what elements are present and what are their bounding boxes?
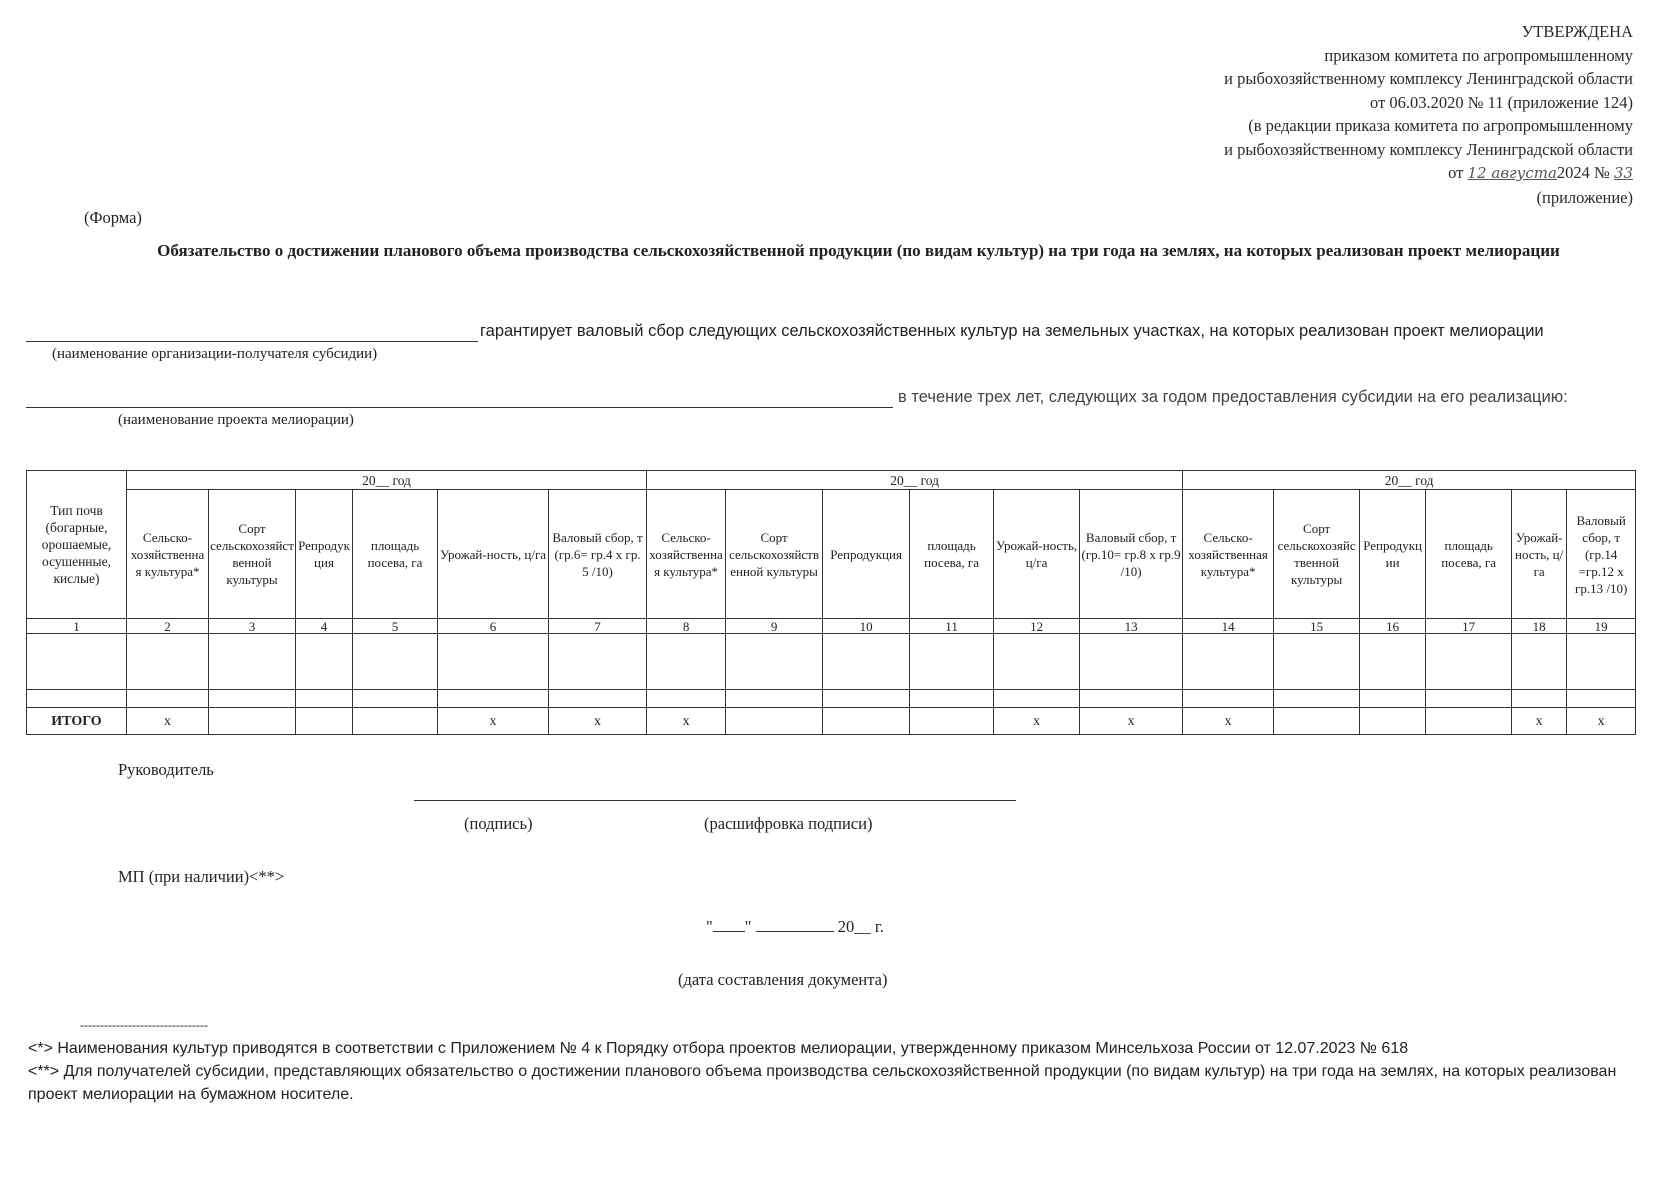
form-label: (Форма)	[84, 208, 142, 227]
organization-name-field[interactable]	[26, 341, 478, 342]
table-row	[27, 634, 1636, 690]
table-cell[interactable]	[1080, 690, 1183, 708]
table-cell[interactable]	[27, 690, 127, 708]
table-cell[interactable]	[353, 634, 438, 690]
variety-header: Сорт сельскохозяйственной культуры	[209, 490, 296, 619]
table-cell[interactable]	[27, 634, 127, 690]
table-cell[interactable]	[1360, 708, 1426, 735]
approval-title: УТВЕРЖДЕНА	[1521, 22, 1633, 41]
total-row	[27, 708, 1636, 735]
crop-header: Сельско-хозяйственная культура*	[647, 490, 726, 619]
project-name-caption: (наименование проекта мелиорации)	[118, 412, 354, 428]
column-number: 13	[1080, 619, 1183, 634]
signature-field[interactable]	[414, 800, 1016, 801]
variety-header: Сорт сельскохозяйственной культуры	[726, 490, 823, 619]
table-cell[interactable]	[726, 690, 823, 708]
table-cell[interactable]	[353, 708, 438, 735]
table-cell[interactable]	[910, 708, 994, 735]
gross-harvest-header: Валовый сбор, т (гр.6= гр.4 х гр. 5 /10)	[549, 490, 647, 619]
table-row	[27, 690, 1636, 708]
project-name-field[interactable]	[26, 407, 893, 408]
table-cell[interactable]	[296, 690, 353, 708]
column-number: 6	[438, 619, 549, 634]
table-cell[interactable]	[127, 690, 209, 708]
table-cell[interactable]	[1426, 690, 1512, 708]
approval-line: и рыбохозяйственному комплексу Ленинградской области	[1224, 139, 1633, 159]
column-number: 8	[647, 619, 726, 634]
approval-line: приказом комитета по агропромышленному	[1324, 45, 1633, 65]
table-cell[interactable]	[438, 634, 549, 690]
column-number: 15	[1274, 619, 1360, 634]
approval-block	[1224, 20, 1633, 209]
table-cell[interactable]	[296, 708, 353, 735]
x-mark: х	[994, 708, 1080, 735]
date-field: " " 20__ г.	[706, 917, 884, 936]
reproduction-header: Репродукция	[296, 490, 353, 619]
table-cell[interactable]	[209, 690, 296, 708]
approval-line: (приложение)	[1536, 187, 1633, 207]
guarantee-text: гарантирует валовый сбор следующих сельскохозяйственных культур на земельных участках, на которых реализован проект мелиорации	[480, 322, 1544, 340]
date-month-field[interactable]	[756, 931, 834, 932]
head-label: Руководитель	[118, 760, 214, 779]
yield-header: Урожай-ность, ц/га	[994, 490, 1080, 619]
column-number: 10	[823, 619, 910, 634]
area-header: площадь посева, га	[1426, 490, 1512, 619]
production-table	[26, 470, 1636, 735]
table-cell[interactable]	[209, 634, 296, 690]
column-number: 3	[209, 619, 296, 634]
table-cell[interactable]	[1274, 690, 1360, 708]
x-mark: х	[647, 708, 726, 735]
table-cell[interactable]	[823, 690, 910, 708]
table-cell[interactable]	[549, 634, 647, 690]
table-cell[interactable]	[1274, 708, 1360, 735]
column-number: 19	[1567, 619, 1636, 634]
document-title: Обязательство о достижении планового объема производства сельскохозяйственной продукции (по видам культур) на три года на землях, на которых реализован проект мелиорации	[157, 241, 1560, 260]
table-cell[interactable]	[1274, 634, 1360, 690]
approval-amendment-date: от 12 августа2024 № 33	[1448, 163, 1633, 182]
stamp-label: МП (при наличии)<**>	[118, 867, 285, 886]
total-label: ИТОГО	[27, 708, 127, 735]
table-cell[interactable]	[353, 690, 438, 708]
table-cell[interactable]	[1183, 690, 1274, 708]
table-cell[interactable]	[647, 634, 726, 690]
year-1-header: 20__ год	[127, 471, 647, 490]
table-cell[interactable]	[1360, 634, 1426, 690]
approval-line: и рыбохозяйственному комплексу Ленинградской области	[1224, 69, 1633, 88]
signature-decode-caption: (расшифровка подписи)	[704, 814, 873, 833]
gross-harvest-header: Валовый сбор, т (гр.14 =гр.12 х гр.13 /10)	[1567, 490, 1636, 619]
x-mark: х	[438, 708, 549, 735]
reproduction-header: Репродукция	[823, 490, 910, 619]
column-number: 4	[296, 619, 353, 634]
table-cell[interactable]	[1512, 690, 1567, 708]
table-cell[interactable]	[994, 634, 1080, 690]
date-day-field[interactable]	[713, 931, 745, 932]
table-cell[interactable]	[823, 708, 910, 735]
x-mark: х	[1567, 708, 1636, 735]
table-cell[interactable]	[1183, 634, 1274, 690]
table-cell[interactable]	[1512, 634, 1567, 690]
x-mark: х	[549, 708, 647, 735]
table-cell[interactable]	[296, 634, 353, 690]
table-cell[interactable]	[1360, 690, 1426, 708]
crop-header: Сельско-хозяйственная культура*	[1183, 490, 1274, 619]
yield-header: Урожай-ность, ц/га	[438, 490, 549, 619]
column-number: 14	[1183, 619, 1274, 634]
table-cell[interactable]	[1567, 634, 1636, 690]
column-number: 17	[1426, 619, 1512, 634]
area-header: площадь посева, га	[353, 490, 438, 619]
soil-type-header: Тип почв (богарные, орошаемые, осушенные, кислые)	[27, 471, 127, 619]
table-cell[interactable]	[1567, 690, 1636, 708]
column-number: 18	[1512, 619, 1567, 634]
yield-header: Урожай-ность, ц/га	[1512, 490, 1567, 619]
column-number: 9	[726, 619, 823, 634]
column-number: 5	[353, 619, 438, 634]
reproduction-header: Репродукции	[1360, 490, 1426, 619]
x-mark: х	[1183, 708, 1274, 735]
organization-name-caption: (наименование организации-получателя субсидии)	[52, 346, 378, 362]
footnotes	[28, 1037, 1638, 1106]
table-cell[interactable]	[726, 634, 823, 690]
table-cell[interactable]	[823, 634, 910, 690]
variety-header: Сорт сельскохозяйственной культуры	[1274, 490, 1360, 619]
column-numbers-row	[27, 619, 1636, 634]
approval-line: (в редакции приказа комитета по агропромышленному	[1248, 116, 1633, 135]
footnote-separator: --------------------------------	[80, 1018, 208, 1032]
table-cell[interactable]	[438, 690, 549, 708]
year-2-header: 20__ год	[647, 471, 1183, 490]
column-number: 7	[549, 619, 647, 634]
footnote-2: <**> Для получателей субсидии, представляющих обязательство о достижении планового объема производства сельскохозяйственной продукции (по видам культур) на три года на землях, на которых реализован проект мелиорации на бумажном носителе.	[28, 1063, 1617, 1103]
table-cell[interactable]	[994, 690, 1080, 708]
column-number: 1	[27, 619, 127, 634]
area-header: площадь посева, га	[910, 490, 994, 619]
period-text: в течение трех лет, следующих за годом предоставления субсидии на его реализацию:	[898, 388, 1568, 406]
column-number: 16	[1360, 619, 1426, 634]
column-number: 12	[994, 619, 1080, 634]
gross-harvest-header: Валовый сбор, т (гр.10= гр.8 х гр.9 /10)	[1080, 490, 1183, 619]
column-number: 2	[127, 619, 209, 634]
table-cell[interactable]	[1080, 634, 1183, 690]
approval-line: от 06.03.2020 № 11 (приложение 124)	[1370, 92, 1633, 112]
table-cell[interactable]	[910, 634, 994, 690]
date-caption: (дата составления документа)	[678, 970, 888, 989]
x-mark: х	[1512, 708, 1567, 735]
table-cell[interactable]	[127, 634, 209, 690]
table-cell[interactable]	[1426, 634, 1512, 690]
table-cell[interactable]	[726, 708, 823, 735]
table-cell[interactable]	[549, 690, 647, 708]
handwritten-date: 12 августа	[1467, 164, 1557, 182]
crop-header: Сельско-хозяйственная культура*	[127, 490, 209, 619]
footnote-1: <*> Наименования культур приводятся в соответствии с Приложением № 4 к Порядку отбора проектов мелиорации, утвержденному приказом Минсельхоза России от 12.07.2023 № 618	[28, 1040, 1409, 1057]
x-mark: х	[1080, 708, 1183, 735]
year-3-header: 20__ год	[1183, 471, 1636, 490]
x-mark: х	[127, 708, 209, 735]
table-cell[interactable]	[910, 690, 994, 708]
table-cell[interactable]	[209, 708, 296, 735]
table-cell[interactable]	[647, 690, 726, 708]
signature-caption: (подпись)	[464, 814, 533, 833]
column-number: 11	[910, 619, 994, 634]
handwritten-number: 33	[1613, 164, 1633, 182]
table-cell[interactable]	[1426, 708, 1512, 735]
